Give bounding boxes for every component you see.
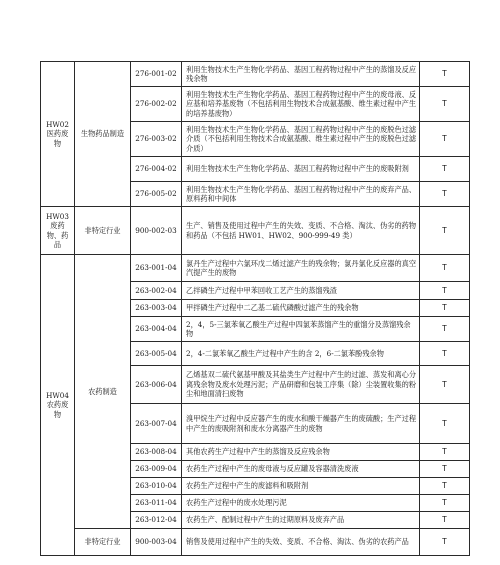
waste-description-cell: 农药生产过程中产生的废母液与反应罐及容器清洗废液 — [182, 461, 420, 478]
waste-description-cell: 利用生物技术生产生物化学药品、基因工程药物过程中产生的废吸附剂 — [182, 157, 420, 182]
hazard-characteristic-cell: T — [420, 62, 470, 87]
waste-description-cell: 农药生产过程中的废水处理污泥 — [182, 495, 420, 512]
hazard-characteristic-cell: T — [420, 282, 470, 300]
hazardous-waste-table — [40, 61, 470, 556]
waste-code-cell: 276-003-02 — [131, 122, 182, 157]
waste-code-cell: 263-001-04 — [131, 255, 182, 282]
waste-description-cell: 利用生物技术生产生物化学药品、基因工程药物过程中产生的废母液、反应基和培养基废物（不包括利用生物技术合成氨基酸、维生素过程中产生的培养基废物） — [182, 87, 420, 122]
waste-code-cell: 263-008-04 — [131, 444, 182, 461]
waste-description-cell: 利用生物技术生产生物化学药品、基因工程药物过程中产生的废弃产品、原料药和中间体 — [182, 182, 420, 207]
industry-source-cell: 非特定行业 — [75, 207, 131, 255]
hazard-characteristic-cell: T — [420, 512, 470, 529]
waste-code-cell: 263-011-04 — [131, 495, 182, 512]
hazard-characteristic-cell: T — [420, 404, 470, 444]
hazard-characteristic-cell: T — [420, 207, 470, 255]
table-row — [41, 255, 470, 282]
hazard-characteristic-cell: T — [420, 300, 470, 317]
waste-description-cell: 乙拌磷生产过程中甲苯回收工艺产生的蒸馏残渣 — [182, 282, 420, 300]
waste-category-cell: HW02 医药废物 — [41, 62, 75, 207]
waste-category-cell: HW04 农药废物 — [41, 255, 75, 556]
hazard-characteristic-cell: T — [420, 157, 470, 182]
waste-code-cell: 900-002-03 — [131, 207, 182, 255]
hazard-characteristic-cell: T — [420, 366, 470, 404]
waste-code-cell: 263-007-04 — [131, 404, 182, 444]
waste-code-cell: 263-012-04 — [131, 512, 182, 529]
table-body — [41, 62, 470, 556]
industry-source-cell: 非特定行业 — [75, 529, 131, 556]
waste-code-cell: 263-003-04 — [131, 300, 182, 317]
waste-code-cell: 900-003-04 — [131, 529, 182, 556]
table-row — [41, 207, 470, 255]
waste-code-cell: 263-006-04 — [131, 366, 182, 404]
hazard-characteristic-cell: T — [420, 495, 470, 512]
waste-code-cell: 276-001-02 — [131, 62, 182, 87]
hazard-characteristic-cell: T — [420, 182, 470, 207]
industry-source-cell: 生物药品制造 — [75, 62, 131, 207]
waste-code-cell: 276-002-02 — [131, 87, 182, 122]
hazard-characteristic-cell: T — [420, 122, 470, 157]
hazard-characteristic-cell: T — [420, 444, 470, 461]
waste-code-cell: 276-004-02 — [131, 157, 182, 182]
waste-description-cell: 其他农药生产过程中产生的蒸馏及反应残余物 — [182, 444, 420, 461]
waste-description-cell: 氯丹生产过程中六氯环戊二烯过滤产生的残余物；氯丹氯化反应器的真空汽提产生的废物 — [182, 255, 420, 282]
hazard-characteristic-cell: T — [420, 529, 470, 556]
waste-description-cell: 利用生物技术生产生物化学药品、基因工程药物过程中产生的蒸馏及反应残余物 — [182, 62, 420, 87]
waste-description-cell: 溴甲烷生产过程中反应器产生的废水和酸干燥器产生的废硫酸；生产过程中产生的废吸附剂和废水分离器产生的废物 — [182, 404, 420, 444]
waste-code-cell: 276-005-02 — [131, 182, 182, 207]
hazard-characteristic-cell: T — [420, 342, 470, 366]
waste-description-cell: 农药生产、配制过程中产生的过期原料及废弃产品 — [182, 512, 420, 529]
waste-description-cell: 甲拌磷生产过程中二乙基二硫代磷酸过滤产生的残余物 — [182, 300, 420, 317]
hazard-characteristic-cell: T — [420, 255, 470, 282]
waste-code-cell: 263-009-04 — [131, 461, 182, 478]
hazard-characteristic-cell: T — [420, 317, 470, 342]
waste-description-cell: 2，4，5-三氯苯氧乙酸生产过程中四氯苯蒸馏产生的重馏分及蒸馏残余物 — [182, 317, 420, 342]
hazard-characteristic-cell: T — [420, 478, 470, 495]
industry-source-cell: 农药制造 — [75, 255, 131, 529]
waste-description-cell: 销售及使用过程中产生的失效、变质、不合格、淘汰、伪劣的农药产品 — [182, 529, 420, 556]
table-row — [41, 62, 470, 87]
waste-description-cell: 利用生物技术生产生物化学药品、基因工程药物过程中产生的废脱色过滤介质（不包括利用生物技术合成氨基酸、维生素过程中产生的废脱色过滤介质） — [182, 122, 420, 157]
waste-description-cell: 生产、销售及使用过程中产生的失效、变质、不合格、淘汰、伪劣的药物和药品（不包括 HW01、HW02、900-999-49 类） — [182, 207, 420, 255]
waste-category-cell: HW03 废药物、药品 — [41, 207, 75, 255]
waste-code-cell: 263-005-04 — [131, 342, 182, 366]
waste-code-cell: 263-002-04 — [131, 282, 182, 300]
waste-code-cell: 263-010-04 — [131, 478, 182, 495]
waste-description-cell: 乙烯基双二硫代氨基甲酸及其盐类生产过程中产生的过滤、蒸发和离心分离残余物及废水处理污泥；产品研磨和包装工序集（除）尘装置收集的粉尘和地面清扫废物 — [182, 366, 420, 404]
hazard-characteristic-cell: T — [420, 87, 470, 122]
hazard-characteristic-cell: T — [420, 461, 470, 478]
waste-description-cell: 2，4-二氯苯氧乙酸生产过程中产生的含 2，6-二氯苯酚残余物 — [182, 342, 420, 366]
waste-code-cell: 263-004-04 — [131, 317, 182, 342]
table-row — [41, 529, 470, 556]
waste-description-cell: 农药生产过程中产生的废滤料和吸附剂 — [182, 478, 420, 495]
